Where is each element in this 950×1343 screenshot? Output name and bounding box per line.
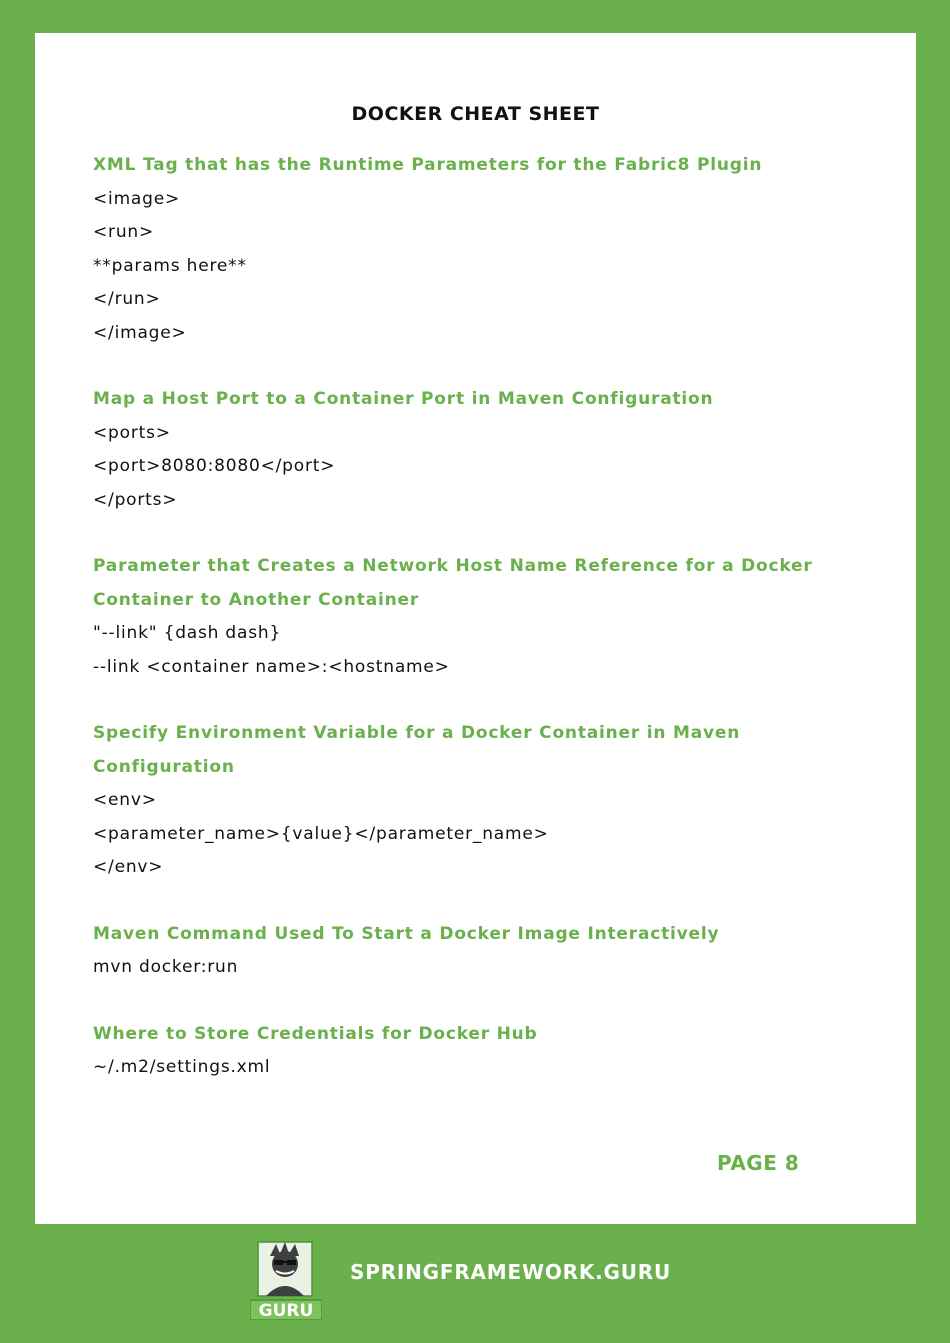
section-heading: Maven Command Used To Start a Docker Image Interactively <box>93 923 720 944</box>
code-line: ~/.m2/settings.xml <box>93 1057 271 1077</box>
code-line: </ports> <box>93 489 178 510</box>
code-line: </image> <box>93 322 187 343</box>
section-heading: Map a Host Port to a Container Port in Maven Configuration <box>93 389 714 409</box>
page-number: PAGE 8 <box>717 1151 800 1175</box>
code-line: mvn docker:run <box>93 957 239 977</box>
code-line: <run> <box>93 222 155 242</box>
document-page <box>35 33 916 1224</box>
section-maven-run-command <box>93 918 883 985</box>
cheat-sheet-content <box>93 149 883 1118</box>
section-heading: Container to Another Container <box>93 589 420 610</box>
section-heading: XML Tag that has the Runtime Parameters for the Fabric8 Plugin <box>93 155 763 175</box>
code-line: </env> <box>93 857 164 877</box>
code-line: <ports> <box>93 422 171 443</box>
footer-site-url[interactable]: SPRINGFRAMEWORK.GURU <box>350 1260 672 1284</box>
section-fabric8-runtime-params <box>93 149 883 350</box>
section-environment-variable <box>93 717 883 885</box>
code-line: **params here** <box>93 255 247 276</box>
code-line: <parameter_name>{value}</parameter_name> <box>93 823 549 844</box>
section-port-mapping <box>93 383 883 517</box>
section-heading: Where to Store Credentials for Docker Hub <box>93 1023 538 1044</box>
section-docker-hub-credentials <box>93 1018 883 1085</box>
section-heading: Specify Environment Variable for a Docker Container in Maven <box>93 723 741 743</box>
code-line: <image> <box>93 188 181 209</box>
page-title: DOCKER CHEAT SHEET <box>351 103 600 125</box>
section-heading: Configuration <box>93 756 235 777</box>
code-line: <port>8080:8080</port> <box>93 456 336 476</box>
logo-text: GURU <box>258 1301 314 1320</box>
section-network-link <box>93 550 883 684</box>
code-line: --link <container name>:<hostname> <box>93 656 450 677</box>
code-line: "--link" {dash dash} <box>93 623 282 643</box>
code-line: </run> <box>93 289 161 309</box>
section-heading: Parameter that Creates a Network Host Name Reference for a Docker <box>93 556 813 576</box>
springframework-guru-logo-icon <box>250 1240 322 1320</box>
code-line: <env> <box>93 790 157 810</box>
